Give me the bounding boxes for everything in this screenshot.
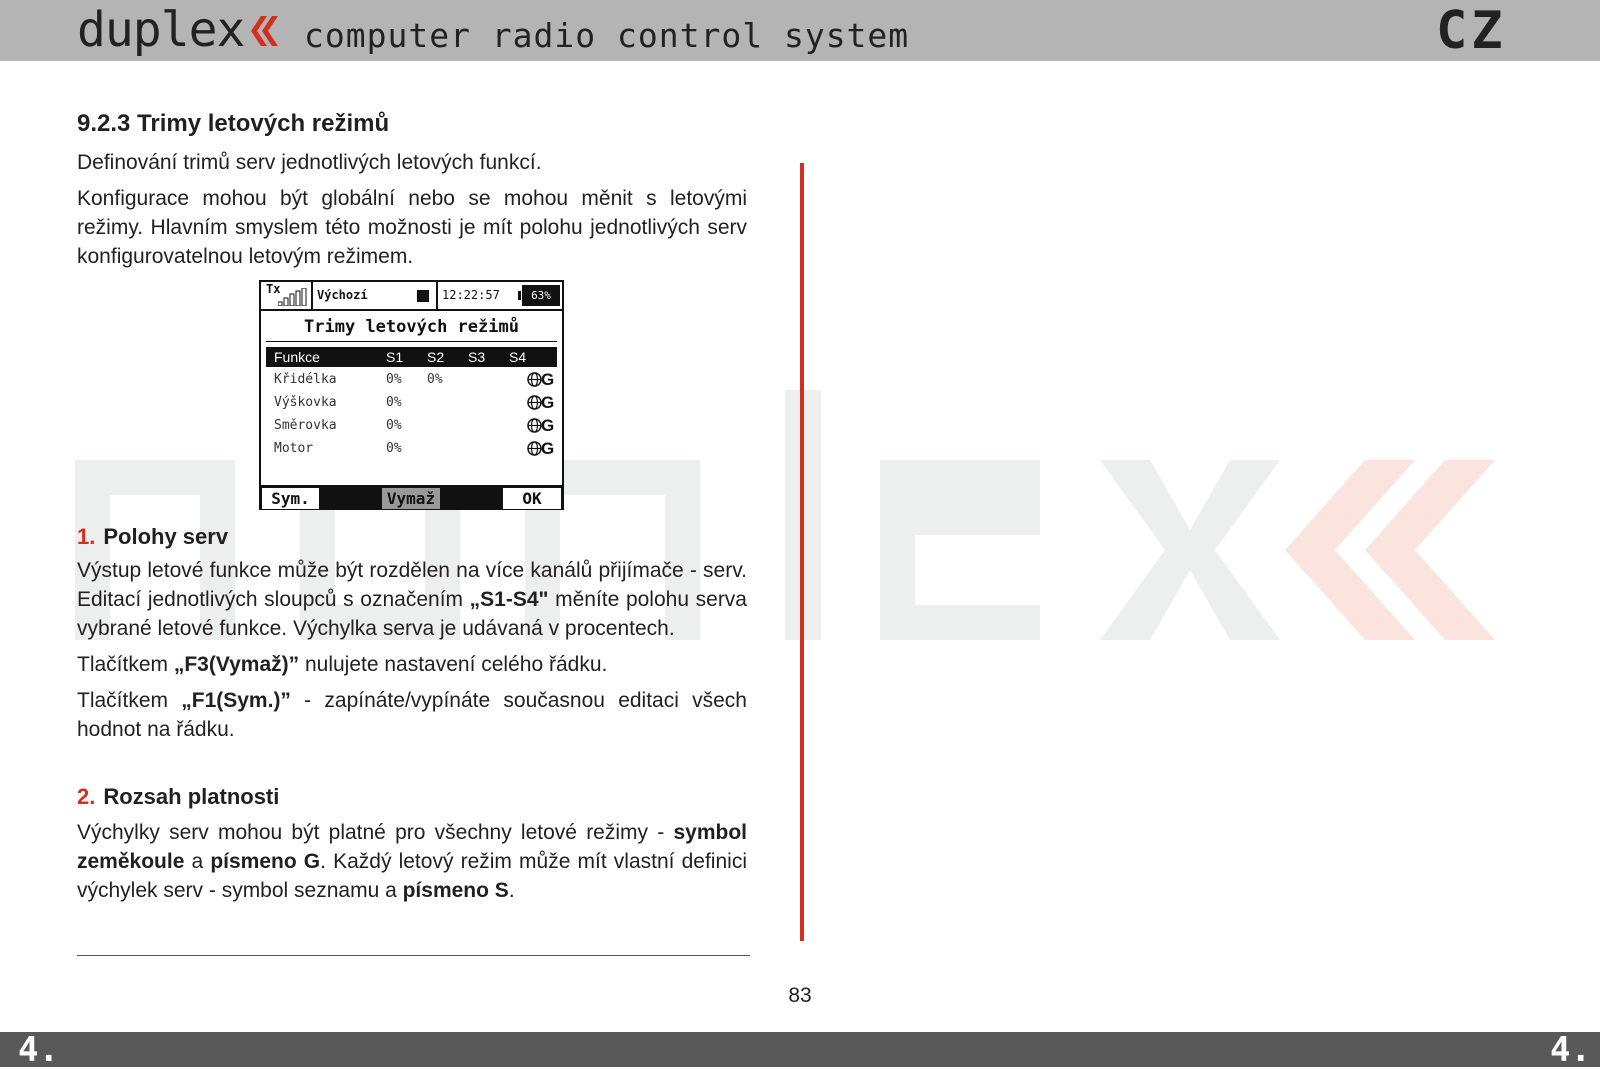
point-1-title: Polohy serv [103,524,229,549]
col-s2: S2 [427,349,445,365]
point-2-title: Rozsah platnosti [103,784,280,809]
model-name: Výchozí [317,288,368,302]
point-2-paragraph: Výchylky serv mohou být platné pro všechny letové režimy - symbol zeměkoule a písmeno G. Každý letový režim může mít vlastní definici výchylek serv - symbol seznamu a písmeno S. [77,821,747,902]
table-row[interactable] [266,369,557,391]
page-number: 83 [788,984,812,1007]
battery-icon [518,285,560,306]
flight-mode-indicator [417,290,429,302]
intro-block [77,148,747,271]
footer-rule [77,955,750,956]
function-key-bar [261,485,562,510]
scope-letter[interactable]: G [541,416,555,435]
clock: 12:22:57 [442,288,500,302]
globe-icon [527,441,542,456]
point-2-body [77,818,747,905]
transmitter-screen [259,280,564,510]
row-s1[interactable]: 0% [386,441,402,456]
battery-level: 63% [522,285,560,306]
col-s3: S3 [468,349,486,365]
language-code: CZ [1436,1,1507,61]
point-1-paragraph-2: Tlačítkem „F3(Vymaž)” nulujete nastavení celého řádku. [77,653,608,676]
intro-paragraph-1: Definování trimů serv jednotlivých letových funkcí. [77,151,542,174]
f3-clear-button[interactable]: Vymaž [382,488,440,509]
screen-title: Trimy letových režimů [304,317,519,337]
brand-logo: duplex [77,2,245,58]
table-header [266,347,557,367]
point-1-number: 1. [77,524,96,549]
point-1-heading [77,522,228,552]
row-function: Křidélka [274,372,337,387]
row-s1[interactable]: 0% [386,395,402,410]
table-row[interactable] [266,415,557,437]
status-bar [261,282,562,311]
table-row[interactable] [266,438,557,460]
point-1-body [77,556,747,744]
row-s1[interactable]: 0% [386,418,402,433]
point-2-heading [77,782,279,812]
row-s1[interactable]: 0% [386,372,402,387]
section-title: 9.2.3 Trimy letových režimů [77,110,390,137]
chapter-label-left: 4. [18,1030,59,1070]
f1-sym-button[interactable]: Sym. [262,488,319,509]
page-footer [0,1030,1600,1070]
point-1-paragraph-3: Tlačítkem „F1(Sym.)” - zapínáte/vypínáte současnou editaci všech hodnot na řádku. [77,689,747,741]
chapter-label-right: 4. [1550,1030,1591,1070]
page-header [0,0,1600,61]
col-s1: S1 [386,349,404,365]
globe-icon [527,418,542,433]
brand-tagline: computer radio control system [304,16,910,55]
row-function: Výškovka [274,395,337,410]
globe-icon [527,395,542,410]
point-2-number: 2. [77,784,96,809]
column-divider [800,163,804,941]
scope-letter[interactable]: G [541,370,555,389]
table-row[interactable] [266,392,557,414]
tx-label: Tx [266,282,281,296]
f5-ok-button[interactable]: OK [503,488,561,509]
col-s4: S4 [509,349,527,365]
point-1-paragraph-1: Výstup letové funkce může být rozdělen na více kanálů přijímače - serv. Editací jednotlivých sloupců s označením „S1-S4" měníte polohu serva vybrané letové funkce. Výchylka serva je udávaná v procentech. [77,559,747,640]
col-function: Funkce [274,349,320,365]
row-function: Směrovka [274,418,337,433]
intro-paragraph-2: Konfigurace mohou být globální nebo se mohou měnit s letovými režimy. Hlavním smyslem této možnosti je mít polohu jednotlivých serv konfigurovatelnou letovým režimem. [77,187,747,268]
row-s2[interactable]: 0% [427,372,443,387]
scope-letter[interactable]: G [541,439,555,458]
scope-letter[interactable]: G [541,393,555,412]
row-function: Motor [274,441,314,456]
chevrons-icon [245,14,279,48]
signal-icon [278,288,308,306]
globe-icon [527,372,542,387]
